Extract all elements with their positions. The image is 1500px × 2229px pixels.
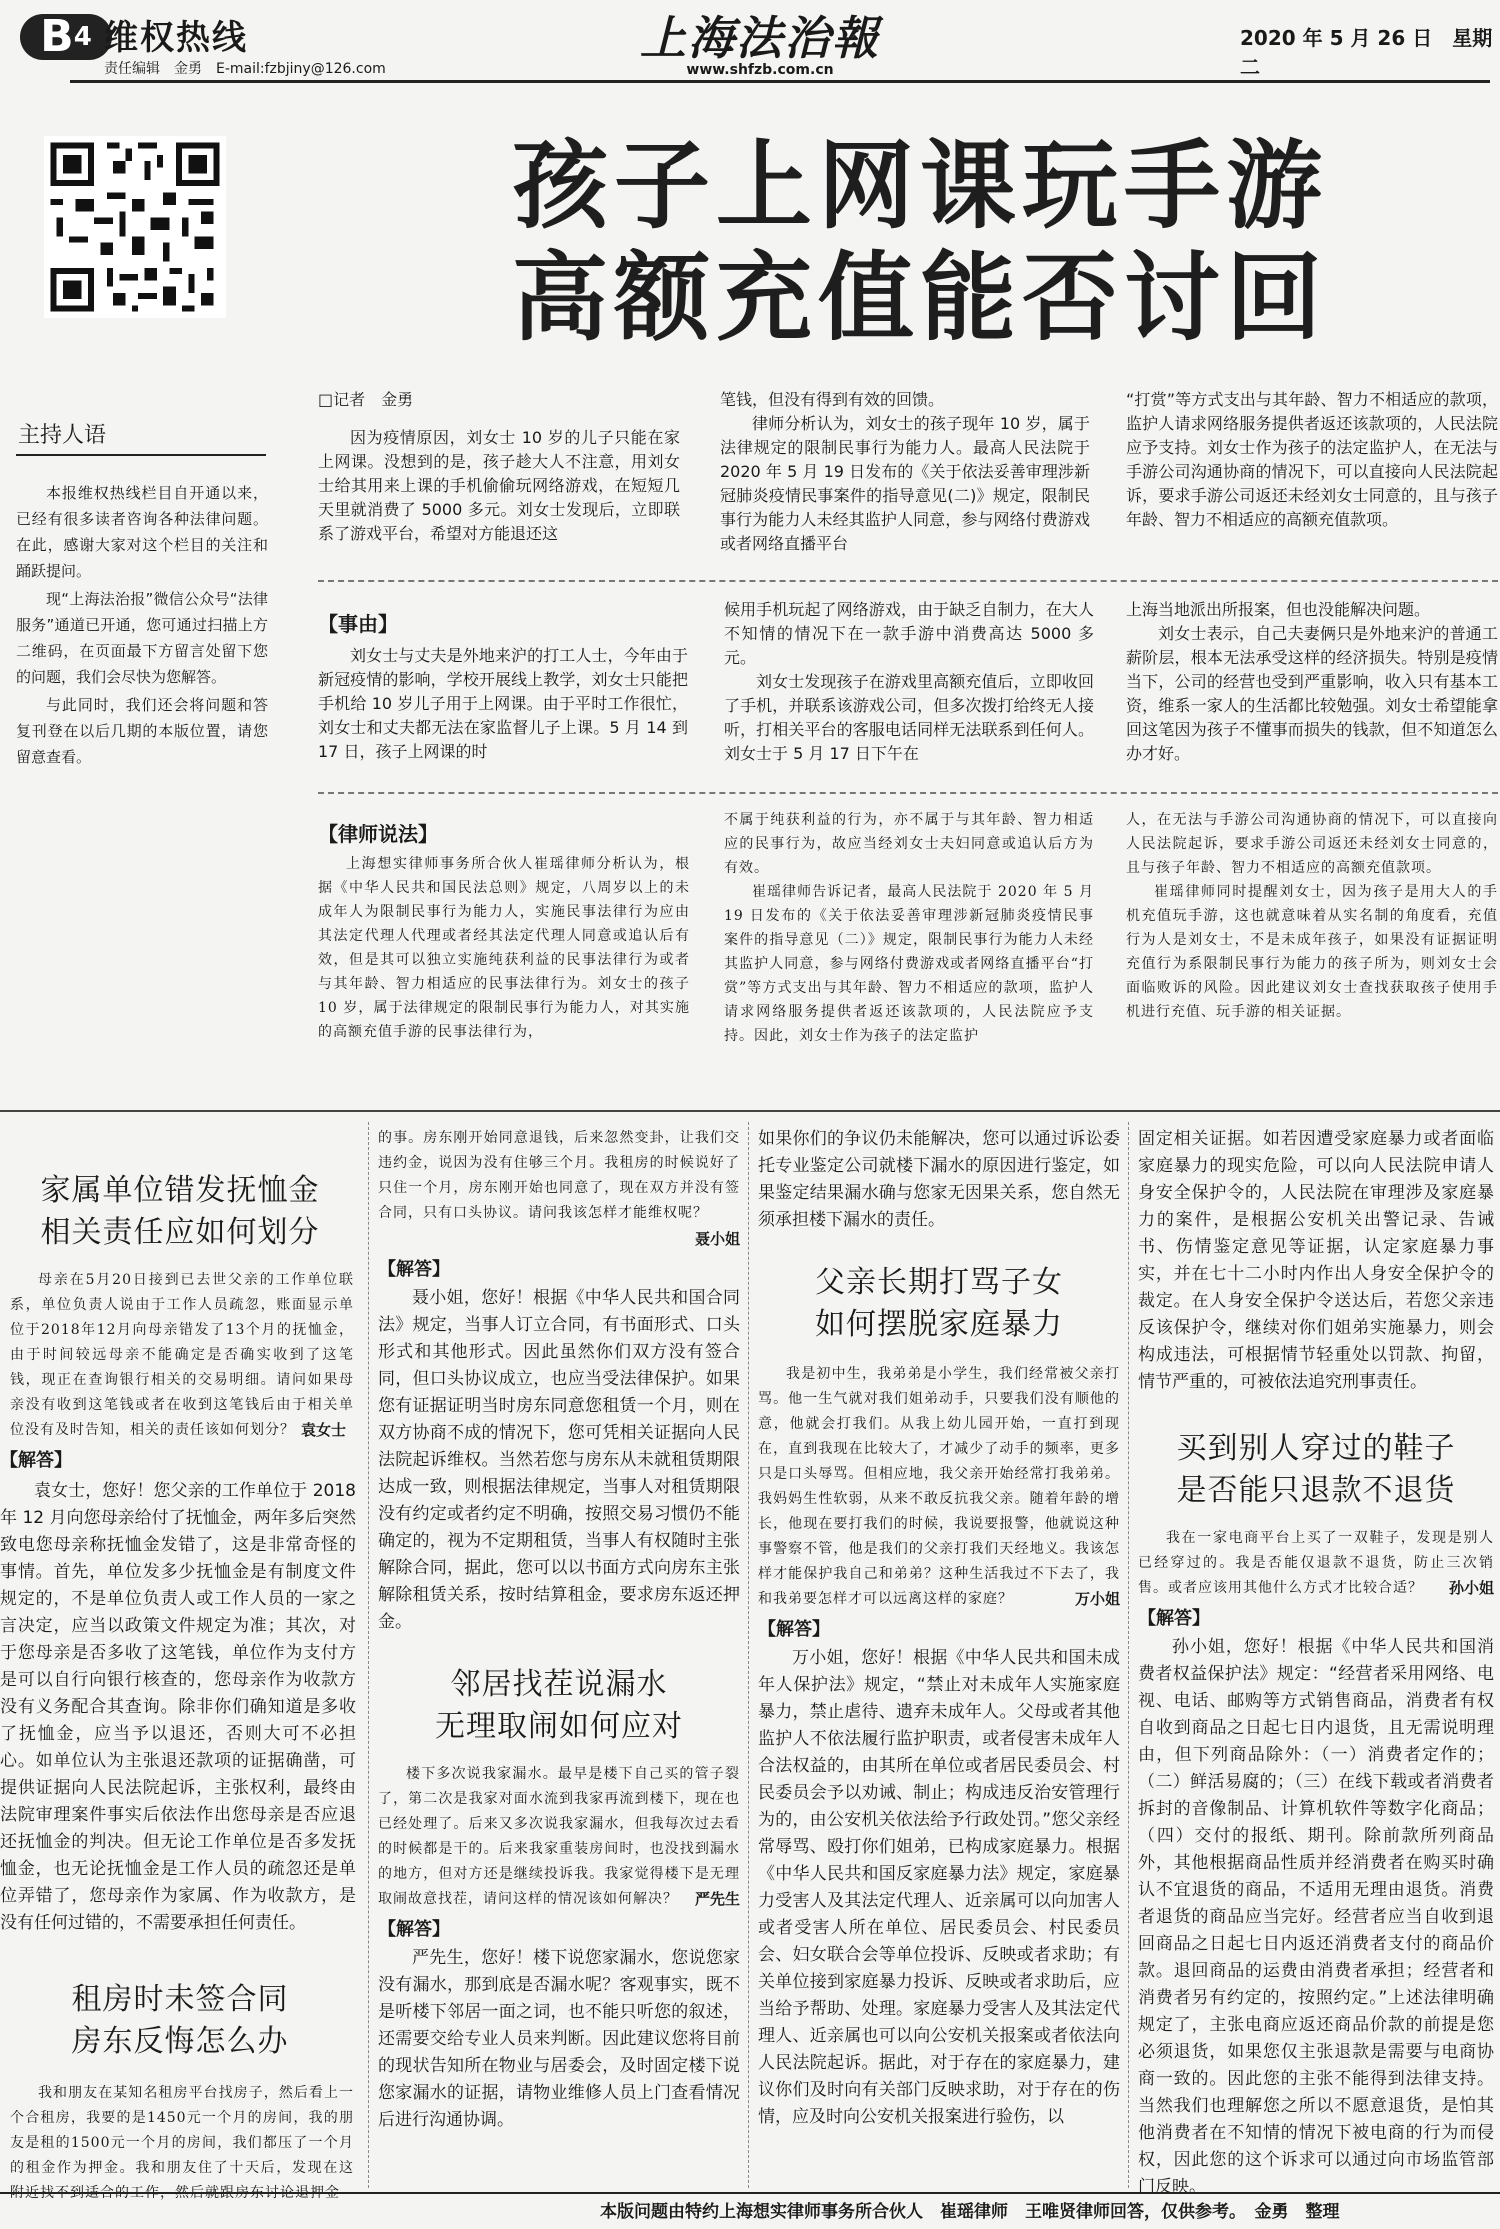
column-name: 维权热线 — [104, 18, 248, 58]
qa1-signature: 袁女士 — [300, 1421, 346, 1439]
qa4-answer-continued — [1138, 1126, 1494, 1396]
facts-column-2 — [724, 598, 1094, 766]
facts-label: 【事由】 — [318, 612, 398, 636]
qa5-answer-label: 【解答】 — [1138, 1608, 1210, 1629]
qa-column-3 — [758, 1126, 1120, 2131]
qa4-answer-text: 万小姐，您好！根据《中华人民共和国未成年人保护法》规定，“禁止对未成年人实施家庭暴力，禁止虐待、遗弃未成年人。父母或者其他监护人不依法履行监护职责，或者侵害未成年人合法权益的，由其所在单位或者居民委员会、村民委员会予以劝诫、制止；构成违反治安管理行为的，由公安机关依法给予行政处罚。”您父亲经常辱骂、殴打你们姐弟，已构成家庭暴力。根据《中华人民共和国反家庭暴力法》规定，家庭暴力受害人及其法定代理人、近亲属可以向加害人或者受害人所在单位、居民委员会、村民委员会、妇女联合会等单位投诉、反映或者求助；有关单位接到家庭暴力投诉、反映或者求助后，应当给予帮助、处理。家庭暴力受害人及其法定代理人、近亲属也可以向公安机关报案或者依法向人民法院起诉。据此，对于存在的家庭暴力，建议你们及时向有关部门反映求助，对于存在的伤情，应及时向公安机关报案进行验伤，以 — [758, 1648, 1120, 2127]
facts-text: 候用手机玩起了网络游戏，由于缺乏自制力，在大人不知情的情况下在一款手游中消费高达 5000 多元。 — [724, 600, 1094, 667]
facts-text: 刘女士发现孩子在游戏里高额充值后，立即收回了手机，并联系该游戏公司，但多次拨打给终无人接听，打相关平台的客服电话同样无法联系到任何人。刘女士于 5 月 17 日下午在 — [724, 672, 1094, 763]
section-badge — [20, 11, 112, 62]
lawyer-text: 崔瑶律师告诉记者，最高人民法院于 2020 年 5 月 19 日发布的《关于依法妥善审理涉新冠肺炎疫情民事案件的指导意见（二）》规定，限制民事行为能力人未经其监护人同意，参与网络付费游戏或者网络直播平台“打赏”等方式支出与其年龄、智力不相适应的款项，监护人请求网络服务提供者返还该款项的，人民法院应予支持。因此，刘女士作为孩子的法定监护 — [724, 884, 1094, 1044]
footer-credit: 本版问题由特约上海想实律师事务所合伙人 崔瑶律师 王唯贤律师回答，仅供参考。 金勇 整理 — [600, 2202, 1340, 2222]
qa4-title-line-1: 父亲长期打骂子女 — [815, 1265, 1063, 1300]
lawyer-column-1 — [318, 852, 690, 1044]
qa2-answer — [378, 1285, 740, 1636]
qa4-letter — [758, 1362, 1120, 1612]
lawyer-label: 【律师说法】 — [318, 822, 438, 846]
qa1-answer-label: 【解答】 — [0, 1450, 72, 1471]
lead-text: 律师分析认为，刘女士的孩子现年 10 岁，属于法律规定的限制民事行为能力人。最高人民法院于 2020 年 5 月 19 日发布的《关于依法妥善审理涉新冠肺炎疫情民事案件的指导意见(二)》规定，限制民事行为能力人未经其监护人同意，参与网络付费游戏或者网络直播平台 — [720, 414, 1090, 553]
host-column-title: 主持人语 — [18, 423, 107, 448]
top-section-rule — [0, 1110, 1500, 1112]
qa2-answer-label: 【解答】 — [378, 1259, 450, 1280]
footer-rule — [0, 2192, 1500, 2194]
lawyer-column-2 — [724, 808, 1094, 1048]
column-divider — [748, 1122, 749, 2188]
qa5-letter-text: 我在一家电商平台上买了一双鞋子，发现是别人已经穿过的。我是否能仅退款不退货，防止三次销售。或者应该用其他什么方式才比较合适？ — [1138, 1530, 1494, 1596]
byline: □记者 金勇 — [318, 390, 414, 409]
qa3-signature: 严先生 — [694, 1890, 740, 1908]
facts-text: 上海当地派出所报案，但也没能解决问题。 — [1126, 600, 1431, 619]
qa-column-1 — [0, 1170, 360, 2206]
section-divider — [318, 792, 1498, 794]
qa3-answer — [378, 1945, 740, 2134]
qa4-answer-label: 【解答】 — [758, 1619, 830, 1640]
qa3-letter-text: 楼下多次说我家漏水。最早是楼下自己买的管子裂了，第二次是我家对面水流到我家再流到楼下，现在也已经处理了。后来又多次说我家漏水，但我每次过去看的时候都是干的。后来我家重装房间时，也没找到漏水的地方，但对方还是继续投诉我。我家觉得楼下是无理取闹故意找茬，请问这样的情况该如何解决？ — [378, 1766, 740, 1907]
qa5-answer — [1138, 1634, 1494, 2201]
qa4-answer — [758, 1645, 1120, 2131]
lawyer-text: 崔瑶律师同时提醒刘女士，因为孩子是用大人的手机充值玩手游，这也就意味着从实名制的角度看，充值行为人是刘女士，不是未成年孩子，如果没有证据证明充值行为系限制民事行为能力的孩子所为，则刘女士会面临败诉的风险。因此建议刘女士查找获取孩子使用手机进行充值、玩手游的相关证据。 — [1126, 884, 1498, 1020]
host-paragraph: 与此同时，我们还会将问题和答复刊登在以后几期的本版位置，请您留意查看。 — [16, 696, 268, 766]
lead-text: “打赏”等方式支出与其年龄、智力不相适应的款项，监护人请求网络服务提供者返还该款项的，人民法院应予支持。刘女士作为孩子的法定监护人，在无法与手游公司沟通协商的情况下，可以直接向人民法院起诉，要求手游公司返还未经刘女士同意的，且与孩子年龄、智力不相适应的高额充值款项。 — [1126, 390, 1498, 529]
lead-text: 笔钱，但没有得到有效的回馈。 — [720, 390, 945, 409]
header-rule — [70, 80, 1490, 83]
qa4-answer-text: 固定相关证据。如若因遭受家庭暴力或者面临家庭暴力的现实危险，可以向人民法院申请人身安全保护令的，人民法院在审理涉及家庭暴力的案件，是根据公安机关出警记录、告诫书、伤情鉴定意见等证据，认定家庭暴力事实，并在七十二小时内作出人身安全保护令的裁定。在人身安全保护令送达后，若您父亲违反该保护令，继续对你们姐弟实施暴力，则会构成违法，可根据情节轻重处以罚款、拘留，情节严重的，可被依法追究刑事责任。 — [1138, 1129, 1494, 1392]
qa4-signature: 万小姐 — [1074, 1590, 1120, 1608]
qa1-answer — [0, 1478, 360, 1937]
facts-column-3 — [1126, 598, 1498, 766]
lead-text: 因为疫情原因，刘女士 10 岁的儿子只能在家上网课。没想到的是，孩子趁大人不注意，用刘女士给其用来上课的手机偷偷玩网络游戏，在短短几天里就消费了 5000 多元。刘女士发现后，立即联系了游戏平台，希望对方能退还这 — [318, 428, 680, 543]
qa1-letter — [0, 1268, 360, 1443]
qa2-letter-part-1 — [0, 2081, 360, 2206]
host-column-text — [16, 480, 268, 772]
qa3-title-line-1: 邻居找茬说漏水 — [450, 1667, 668, 1702]
qa3-answer-label: 【解答】 — [378, 1919, 450, 1940]
qa1-title-line-2: 相关责任应如何划分 — [40, 1215, 320, 1250]
qa5-title-line-2: 是否能只退款不退货 — [1176, 1473, 1456, 1508]
qa4-title-line-2: 如何摆脱家庭暴力 — [815, 1307, 1063, 1342]
section-number: 4 — [73, 22, 92, 52]
qa-column-2 — [378, 1126, 740, 2134]
lawyer-text: 不属于纯获利益的行为，亦不属于与其年龄、智力相适应的民事行为，故应当经刘女士夫妇同意或追认后方为有效。 — [724, 812, 1094, 876]
lawyer-text: 上海想实律师事务所合伙人崔瑶律师分析认为，根据《中华人民共和国民法总则》规定，八周岁以上的未成年人为限制民事行为能力人，实施民事法律行为应由其法定代理人代理或者经其法定代理人同意或追认后有效，但是其可以独立实施纯获利益的民事法律行为或者与其年龄、智力相适应的民事法律行为。刘女士的孩子 10 岁，属于法律规定的限制民事行为能力人，对其实施的高额充值手游的民事法律行为， — [318, 856, 690, 1040]
qa2-signature: 聂小姐 — [694, 1230, 740, 1248]
qa1-title-line-1: 家属单位错发抚恤金 — [40, 1173, 320, 1208]
host-paragraph: 现“上海法治报”微信公众号“法律服务”通道已开通，您可通过扫描上方二维码，在页面最下方留言处留下您的问题，我们会尽快为您解答。 — [16, 590, 268, 686]
issue-date: 2020 年 5 月 26 日 星期二 — [1240, 26, 1493, 79]
section-divider — [318, 580, 1498, 582]
qa2-title-line-1: 租房时未签合同 — [71, 1982, 289, 2017]
qa4-letter-text: 我是初中生，我弟弟是小学生，我们经常被父亲打骂。他一生气就对我们姐弟动手，只要我们没有顺他的意，他就会打我们。从我上幼儿园开始，一直打到现在，直到我现在比较大了，才减少了动手的频率，更多只是口头辱骂。但相应地，我父亲开始经常打我弟弟。我妈妈生性软弱，从来不敢反抗我父亲。随着年龄的增长，他现在要打我们的时候，我说要报警，他就说这种事警察不管，他是我们的父亲打我们天经地义。我该怎样才能保护我自己和弟弟？这种生活我过不下去了，我和我弟要怎样才可以远离这样的家庭？ — [758, 1366, 1120, 1607]
qa2-letter-part-2 — [378, 1126, 740, 1226]
qa1-answer-text: 袁女士，您好！您父亲的工作单位于 2018 年 12 月向您母亲给付了抚恤金，两年多后突然致电您母亲称抚恤金发错了，这是非常奇怪的事情。首先，单位发多少抚恤金是有制度文件规定的，不是单位负责人或工作人员的一家之言决定，应当以政策文件规定为准；其次，对于您母亲是否多收了这笔钱，单位作为支付方是可以自行向银行核查的，您母亲作为收款方没有义务配合其查询。除非你们确知道是多收了抚恤金，应当予以退还，否则大可不必担心。如单位认为主张退还款项的证据确凿，可提供证据向人民法院起诉，主张权利，最终由法院审理案件事实后依法作出您母亲是否应退还抚恤金的判决。但无论工作单位是否多发抚恤金，也无论抚恤金是工作人员的疏忽还是单位弄错了，您母亲作为家属、作为收款方，是没有任何过错的，不需要承担任何责任。 — [0, 1481, 356, 1933]
headline-line-1: 孩子上网课玩手游 — [512, 130, 1328, 242]
facts-column-1 — [318, 644, 688, 764]
lawyer-column-3 — [1126, 808, 1498, 1024]
qa-column-4 — [1138, 1126, 1494, 2201]
facts-text: 刘女士表示，自己夫妻俩只是外地来沪的普通工薪阶层，根本无法承受这样的经济损失。特别是疫情当下，公司的经营也受到严重影响，收入只有基本工资，维系一家人的生活都比较勉强。刘女士希望能拿回这笔因为孩子不懂事而损失的钱款，但不知道怎么办才好。 — [1126, 624, 1498, 763]
lead-column-2 — [720, 388, 1090, 556]
lawyer-text: 人，在无法与手游公司沟通协商的情况下，可以直接向人民法院起诉，要求手游公司返还未经刘女士同意的，且与孩子年龄、智力不相适应的高额充值款项。 — [1126, 812, 1498, 876]
lead-column-3 — [1126, 388, 1498, 532]
qa5-title-line-1: 买到别人穿过的鞋子 — [1176, 1431, 1456, 1466]
headline-line-2: 高额充值能否讨回 — [512, 242, 1328, 354]
qa1-letter-text: 母亲在5月20日接到已去世父亲的工作单位联系，单位负责人说由于工作人员疏忽，账面显示单位于2018年12月向母亲错发了13个月的抚恤金，由于时间较远母亲不能确定是否确实收到了这笔钱，现正在查询银行相关的交易明细。请问如果母亲没有收到这笔钱或者在收到这笔钱后由于相关单位没有及时告知，相关的责任该如何划分？ — [10, 1272, 354, 1438]
qa2-title-line-2: 房东反悔怎么办 — [71, 2024, 289, 2059]
qa5-signature: 孙小姐 — [1448, 1579, 1494, 1597]
lead-column-1 — [318, 388, 680, 546]
qa3-answer-text: 如果你们的争议仍未能解决，您可以通过诉讼委托专业鉴定公司就楼下漏水的原因进行鉴定，如果鉴定结果漏水确与您家无因果关系，您自然无须承担楼下漏水的责任。 — [758, 1129, 1120, 1230]
host-rule — [16, 454, 266, 456]
column-divider — [368, 1122, 369, 2188]
section-code: B — [40, 11, 74, 62]
qa2-letter-text: 我和朋友在某知名租房平台找房子，然后看上一个合租房，我要的是1450元一个月的房间，我的朋友是租的1500元一个月的房间，我们都压了一个月的租金作为押金。我和朋友住了十天后，发现在这附近找不到适合的工作，然后就跟房东讨论退押金 — [10, 2085, 354, 2201]
newspaper-masthead: 上海法治報 — [640, 11, 880, 65]
facts-text: 刘女士与丈夫是外地来沪的打工人士，今年由于新冠疫情的影响，学校开展线上教学，刘女士只能把手机给 10 岁儿子用于上网课。由于平时工作很忙，刘女士和丈夫都无法在家监督儿子上课。5 月 14 到 17 日，孩子上网课的时 — [318, 646, 688, 761]
qa5-answer-text: 孙小姐，您好！根据《中华人民共和国消费者权益保护法》规定：“经营者采用网络、电视、电话、邮购等方式销售商品，消费者有权自收到商品之日起七日内退货，且无需说明理由，但下列商品除外：（一）消费者定作的；（二）鲜活易腐的；（三）在线下载或者消费者拆封的音像制品、计算机软件等数字化商品；（四）交付的报纸、期刊。除前款所列商品外，其他根据商品性质并经消费者在购买时确认不宜退货的商品，不适用无理由退货。消费者退货的商品应当完好。经营者应当自收到退回商品之日起七日内返还消费者支付的商品价款。退回商品的运费由消费者承担；经营者和消费者另有约定的，按照约定。”上述法律明确规定了，主张电商应返还商品价款的前提是您必须退货，如果您仅主张退款是需要与电商协商一致的。因此您的主张不能得到法律支持。当然我们也理解您之所以不愿意退货，是怕其他消费者在不知情的情况下被电商的行为而侵权，因此您的这个诉求可以通过向市场监管部门反映。 — [1138, 1637, 1494, 2197]
qa3-answer-continued — [758, 1126, 1120, 1234]
qa3-title-line-2: 无理取闹如何应对 — [435, 1709, 683, 1744]
qr-code-icon[interactable] — [44, 136, 226, 318]
qa2-answer-text: 聂小姐，您好！根据《中华人民共和国合同法》规定，当事人订立合同，有书面形式、口头形式和其他形式。因此虽然你们双方没有签合同，但口头协议成立，也应当受法律保护。如果您有证据证明当时房东同意您租赁一个月，则在双方协商不成的情况下，您可凭相关证据向人民法院起诉维权。当然若您与房东从未就租赁期限达成一致，则根据法律规定，当事人对租赁期限没有约定或者约定不明确，按照交易习惯仍不能确定的，视为不定期租赁，当事人有权随时主张解除合同，据此，您可以以书面方式向房东主张解除租赁关系，按时结算租金，要求房东返还押金。 — [378, 1288, 740, 1632]
newspaper-website[interactable]: www.shfzb.com.cn — [686, 62, 834, 78]
qa3-answer-text: 严先生，您好！楼下说您家漏水，您说您家没有漏水，那到底是否漏水呢？客观事实，既不是听楼下邻居一面之词，也不能只听您的叙述，还需要交给专业人员来判断。因此建议您将目前的现状告知所在物业与居委会，及时固定楼下说您家漏水的证据，请物业维修人员上门查看情况后进行沟通协调。 — [378, 1948, 740, 2130]
column-divider — [1128, 1122, 1129, 2188]
qa2-letter-text: 的事。房东刚开始同意退钱，后来忽然变卦，让我们交违约金，说因为没有住够三个月。我租房的时候说好了只住一个月，房东刚开始也同意了，现在双方并没有签合同，只有口头协议。请问我该怎样才能维权呢？ — [378, 1130, 740, 1221]
host-paragraph: 本报维权热线栏目自开通以来，已经有很多读者咨询各种法律问题。在此，感谢大家对这个栏目的关注和踊跃提问。 — [16, 484, 268, 580]
editor-line: 责任编辑 金勇 E-mail:fzbjiny@126.com — [104, 61, 386, 77]
